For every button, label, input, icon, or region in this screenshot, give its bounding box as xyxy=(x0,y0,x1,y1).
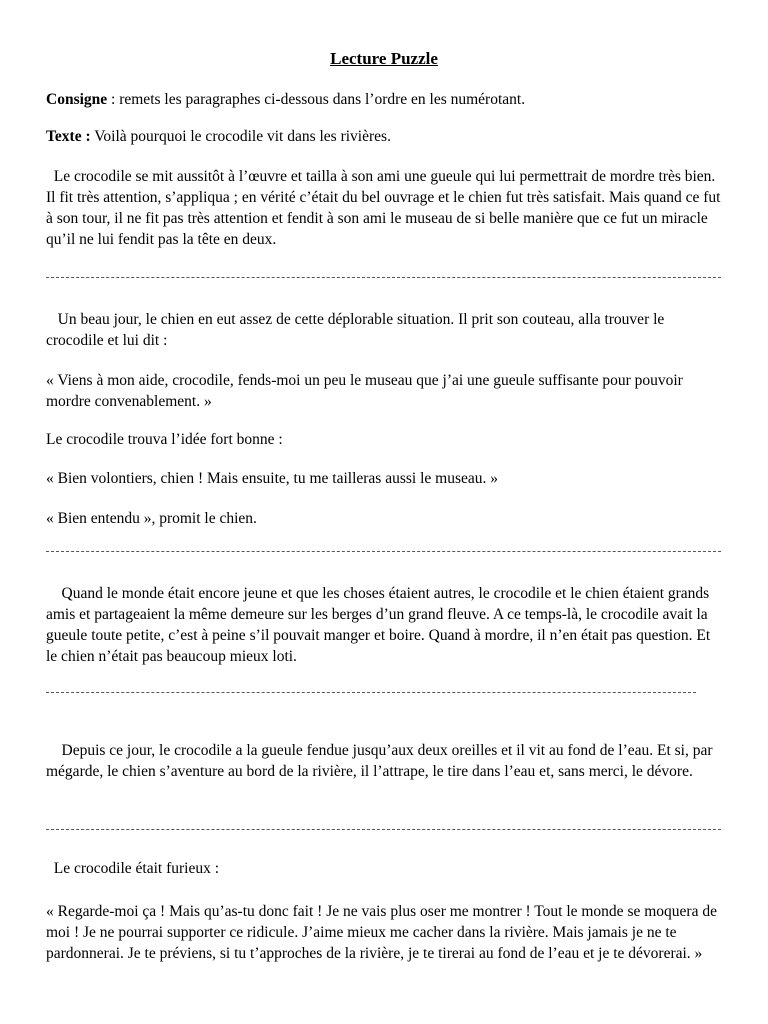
instruction-line xyxy=(46,89,724,110)
separator-2 xyxy=(46,551,721,552)
paragraph-5-2: « Regarde-moi ça ! Mais qu’as-tu donc fait ! Je ne vais plus oser me montrer ! Tout le monde se moquera de moi ! Je ne pourrai supporter ce ridicule. J’aime mieux me cacher dans la rivière. Mais jamais je ne te pardonnerai. Je te préviens, si tu t’approches de la rivière, je te tirerai au fond de l’eau et je te dévorerai. » xyxy=(46,903,717,962)
paragraph-5-1: Le crocodile était furieux : xyxy=(46,860,220,877)
paragraph-2-3: Le crocodile trouva l’idée fort bonne : xyxy=(46,431,283,448)
paragraph-2-1: Un beau jour, le chien en eut assez de cette déplorable situation. Il prit son couteau, alla trouver le crocodile et lui dit : xyxy=(46,311,669,349)
instruction-label: Consigne xyxy=(46,91,108,108)
text-label: Texte : xyxy=(46,128,91,145)
separator-3 xyxy=(46,692,696,693)
paragraph-1-1: Le crocodile se mit aussitôt à l’œuvre et tailla à son ami une gueule qui lui permettrait de mordre très bien. Il fit très attention, s’appliqua ; en vérité c’était du bel ouvrage et le chien fut très satisfait. Mais quand ce fut à son tour, il ne fit pas très attention et fendit à son ami le museau de si belle manière que ce fut un miracle qu’il ne lui fendit pas la tête en deux. xyxy=(46,168,725,248)
paragraph-2-4: « Bien volontiers, chien ! Mais ensuite, tu me tailleras aussi le museau. » xyxy=(46,470,498,487)
text-subtitle: Voilà pourquoi le crocodile vit dans les rivières. xyxy=(90,128,391,145)
separator-1 xyxy=(46,277,721,278)
separator-4 xyxy=(46,829,721,830)
instruction-text: : remets les paragraphes ci-dessous dans l’ordre en les numérotant. xyxy=(107,91,526,108)
text-title-line xyxy=(46,126,724,147)
page-title: Lecture Puzzle xyxy=(330,49,438,68)
paragraph-2-5: « Bien entendu », promit le chien. xyxy=(46,510,257,527)
paragraph-4-1: Depuis ce jour, le crocodile a la gueule fendue jusqu’aux deux oreilles et il vit au fond de l’eau. Et si, par mégarde, le chien s’aventure au bord de la rivière, il l’attrape, le tire dans l’eau et, sans merci, le dévore. xyxy=(46,742,717,780)
paragraph-2-2: « Viens à mon aide, crocodile, fends-moi un peu le museau que j’ai une gueule suffisante pour pouvoir mordre convenablement. » xyxy=(46,372,683,410)
paragraph-3-1: Quand le monde était encore jeune et que les choses étaient autres, le crocodile et le chien étaient grands amis et partageaient la même demeure sur les berges d’un grand fleuve. A ce temps-là, le crocodile avait la gueule toute petite, c’est à peine s’il pouvait manger et boire. Quand à mordre, il n’en était pas question. Et le chien n’était pas beaucoup mieux loti. xyxy=(46,585,715,665)
